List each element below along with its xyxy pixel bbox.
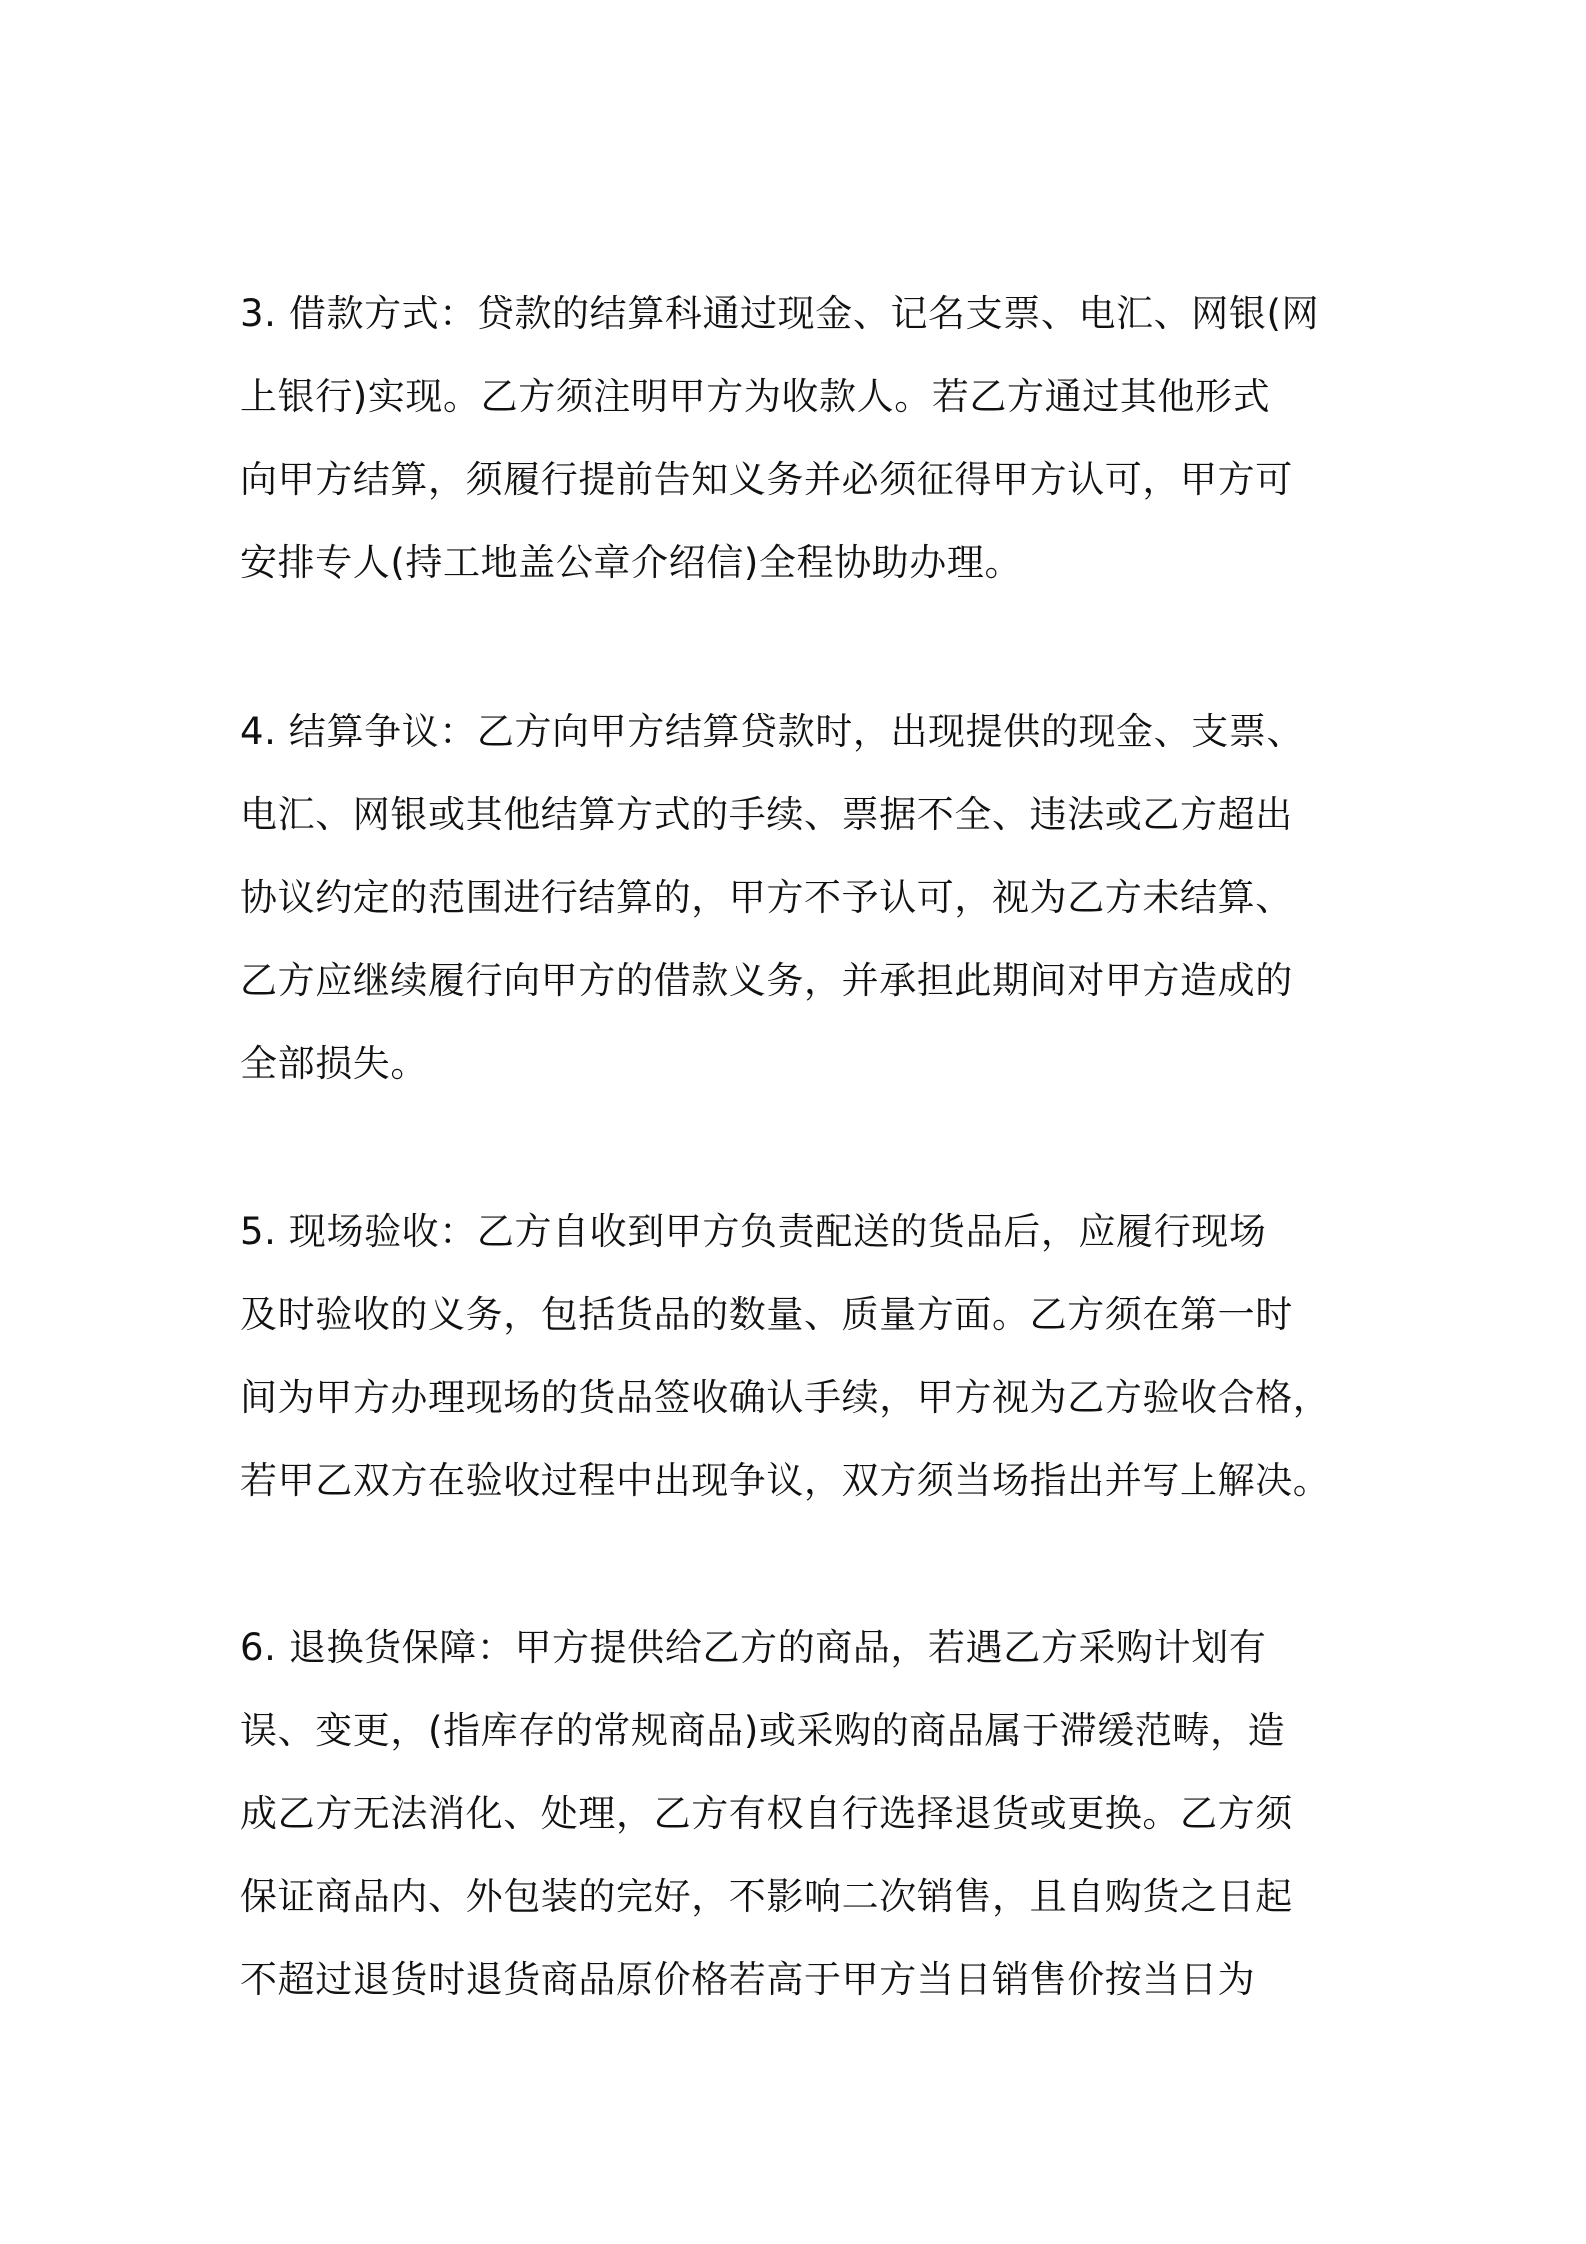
text-line: 保证商品内、外包装的完好，不影响二次销售，且自购货之日起 — [240, 1875, 1293, 1918]
clause-settlement-dispute — [240, 690, 1370, 1105]
text-line: 3. 借款方式：贷款的结算科通过现金、记名支票、电汇、网银(网 — [240, 292, 1320, 335]
text-line: 6. 退换货保障：甲方提供给乙方的商品，若遇乙方采购计划有 — [240, 1626, 1267, 1669]
text-line: 误、变更，(指库存的常规商品)或采购的商品属于滞缓范畴，造 — [240, 1709, 1286, 1752]
text-line: 5. 现场验收：乙方自收到甲方负责配送的货品后，应履行现场 — [240, 1210, 1267, 1253]
text-line: 全部损失。 — [240, 1042, 428, 1085]
clause-return-exchange — [240, 1606, 1370, 2021]
text-line: 协议约定的范围进行结算的，甲方不予认可，视为乙方未结算、 — [240, 876, 1293, 919]
text-line: 及时验收的义务，包括货品的数量、质量方面。乙方须在第一时 — [240, 1293, 1293, 1336]
text-line: 向甲方结算，须履行提前告知义务并必须征得甲方认可，甲方可 — [240, 458, 1293, 501]
text-line: 4. 结算争议：乙方向甲方结算贷款时，出现提供的现金、支票、 — [240, 710, 1305, 753]
text-line: 若甲乙双方在验收过程中出现争议，双方须当场指出并写上解决。 — [240, 1459, 1331, 1502]
text-line: 电汇、网银或其他结算方式的手续、票据不全、违法或乙方超出 — [240, 793, 1293, 836]
clause-payment-method — [240, 272, 1370, 604]
text-line: 上银行)实现。乙方须注明甲方为收款人。若乙方通过其他形式 — [240, 375, 1271, 418]
text-line: 安排专人(持工地盖公章介绍信)全程协助办理。 — [240, 541, 1023, 584]
text-line: 间为甲方办理现场的货品签收确认手续，甲方视为乙方验收合格， — [240, 1376, 1331, 1419]
clause-onsite-acceptance — [240, 1190, 1370, 1522]
text-line: 成乙方无法消化、处理，乙方有权自行选择退货或更换。乙方须 — [240, 1792, 1293, 1835]
text-line: 乙方应继续履行向甲方的借款义务，并承担此期间对甲方造成的 — [240, 959, 1293, 1002]
text-line: 不超过退货时退货商品原价格若高于甲方当日销售价按当日为 — [240, 1958, 1256, 2001]
